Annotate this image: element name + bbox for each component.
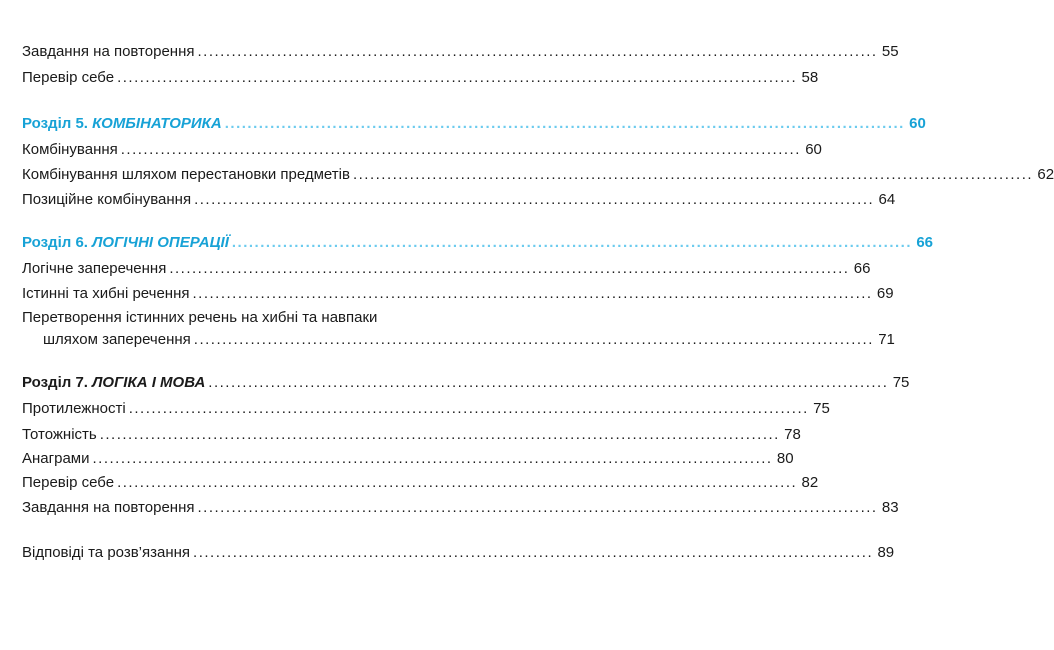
toc-entry[interactable] <box>22 497 899 519</box>
toc-entry-title: Відповіді та розв’язання <box>22 544 191 561</box>
dot-leader: ........................................................................................................................ <box>117 69 798 86</box>
toc-entry[interactable] <box>22 67 819 89</box>
section-title <box>22 113 222 135</box>
section-title <box>22 232 229 254</box>
toc-entry-page: 60 <box>805 141 822 158</box>
section-page: 75 <box>892 374 910 391</box>
toc-entry-title-line2: шляхом заперечення <box>43 331 191 348</box>
toc-entry[interactable] <box>22 472 819 494</box>
toc-entry-title: Логічне заперечення <box>22 260 167 277</box>
toc-entry-page: 78 <box>784 426 801 443</box>
section-number: Розділ 7. <box>22 374 88 391</box>
toc-entry-page: 55 <box>881 43 899 60</box>
dot-leader: ........................................................................................................................ <box>194 191 875 208</box>
dot-leader: ........................................................................................................................ <box>352 166 1034 183</box>
toc-entry-page: 62 <box>1037 166 1054 183</box>
toc-entry-title: Протилежності <box>22 400 126 417</box>
toc-entry[interactable] <box>22 139 822 161</box>
toc-entry-page: 66 <box>853 260 871 277</box>
toc-entry-page: 75 <box>813 400 830 417</box>
toc-entry[interactable] <box>22 258 871 280</box>
dot-leader: ........................................................................................................................ <box>92 450 773 467</box>
dot-leader: ........................................................................................................................ <box>99 426 780 443</box>
section-title <box>22 372 205 394</box>
toc-entry-title: Позиційне комбінування <box>22 191 192 208</box>
toc-entry[interactable] <box>22 189 896 211</box>
section-number: Розділ 5. <box>22 115 88 132</box>
toc-entry[interactable] <box>22 41 899 63</box>
toc-entry-page: 69 <box>876 285 894 302</box>
dot-leader: ........................................................................................................................ <box>208 374 889 391</box>
section-heading[interactable] <box>22 232 933 254</box>
dot-leader: ........................................................................................................................ <box>169 260 850 277</box>
toc-entry-page: 64 <box>878 191 896 208</box>
toc-entry[interactable] <box>22 448 794 470</box>
toc-entry-page: 71 <box>878 331 895 348</box>
toc-entry-title: Тотожність <box>22 426 97 443</box>
toc-entry-title: Анаграми <box>22 450 90 467</box>
toc-entry-title: Перевір себе <box>22 69 115 86</box>
dot-leader: ........................................................................................................................ <box>231 234 912 251</box>
section-heading[interactable] <box>22 113 926 135</box>
section-name: ЛОГІКА І МОВА <box>92 374 206 391</box>
dot-leader: ........................................................................................................................ <box>120 141 801 158</box>
toc-entry-title: Комбінування шляхом перестановки предметів <box>22 166 350 183</box>
toc-entry[interactable] <box>22 398 830 420</box>
dot-leader: ........................................................................................................................ <box>197 43 878 60</box>
section-number: Розділ 6. <box>22 234 88 251</box>
section-name: КОМБІНАТОРИКА <box>92 115 222 132</box>
toc-entry[interactable] <box>22 164 1054 186</box>
dot-leader: ........................................................................................................................ <box>117 474 798 491</box>
toc-entry-page: 89 <box>877 544 895 561</box>
toc-entry[interactable] <box>22 283 894 305</box>
dot-leader: ........................................................................................................................ <box>224 115 905 132</box>
toc-entry-page: 58 <box>801 69 819 86</box>
toc-entry-page: 83 <box>881 499 899 516</box>
section-page: 66 <box>916 234 933 251</box>
toc-entry-page: 80 <box>776 450 794 467</box>
toc-entry-title: Комбінування <box>22 141 118 158</box>
toc-entry-title-line1[interactable]: Перетворення істинних речень на хибні та навпаки <box>22 309 378 326</box>
dot-leader: ........................................................................................................................ <box>193 544 874 561</box>
toc-entry-page: 82 <box>801 474 819 491</box>
toc-entry-title: Завдання на повторення <box>22 43 195 60</box>
toc-entry-title: Завдання на повторення <box>22 499 195 516</box>
toc-entry[interactable] <box>22 424 801 446</box>
dot-leader: ........................................................................................................................ <box>128 400 809 417</box>
dot-leader: ........................................................................................................................ <box>192 285 873 302</box>
section-name: ЛОГІЧНІ ОПЕРАЦІЇ <box>92 234 229 251</box>
toc-entry-title: Істинні та хибні речення <box>22 285 190 302</box>
toc-entry[interactable] <box>22 329 895 351</box>
section-page: 60 <box>909 115 926 132</box>
toc-entry-title: Перевір себе <box>22 474 115 491</box>
dot-leader: ........................................................................................................................ <box>197 499 878 516</box>
toc-entry[interactable] <box>22 542 895 564</box>
section-heading[interactable] <box>22 372 910 394</box>
dot-leader: ........................................................................................................................ <box>193 331 874 348</box>
